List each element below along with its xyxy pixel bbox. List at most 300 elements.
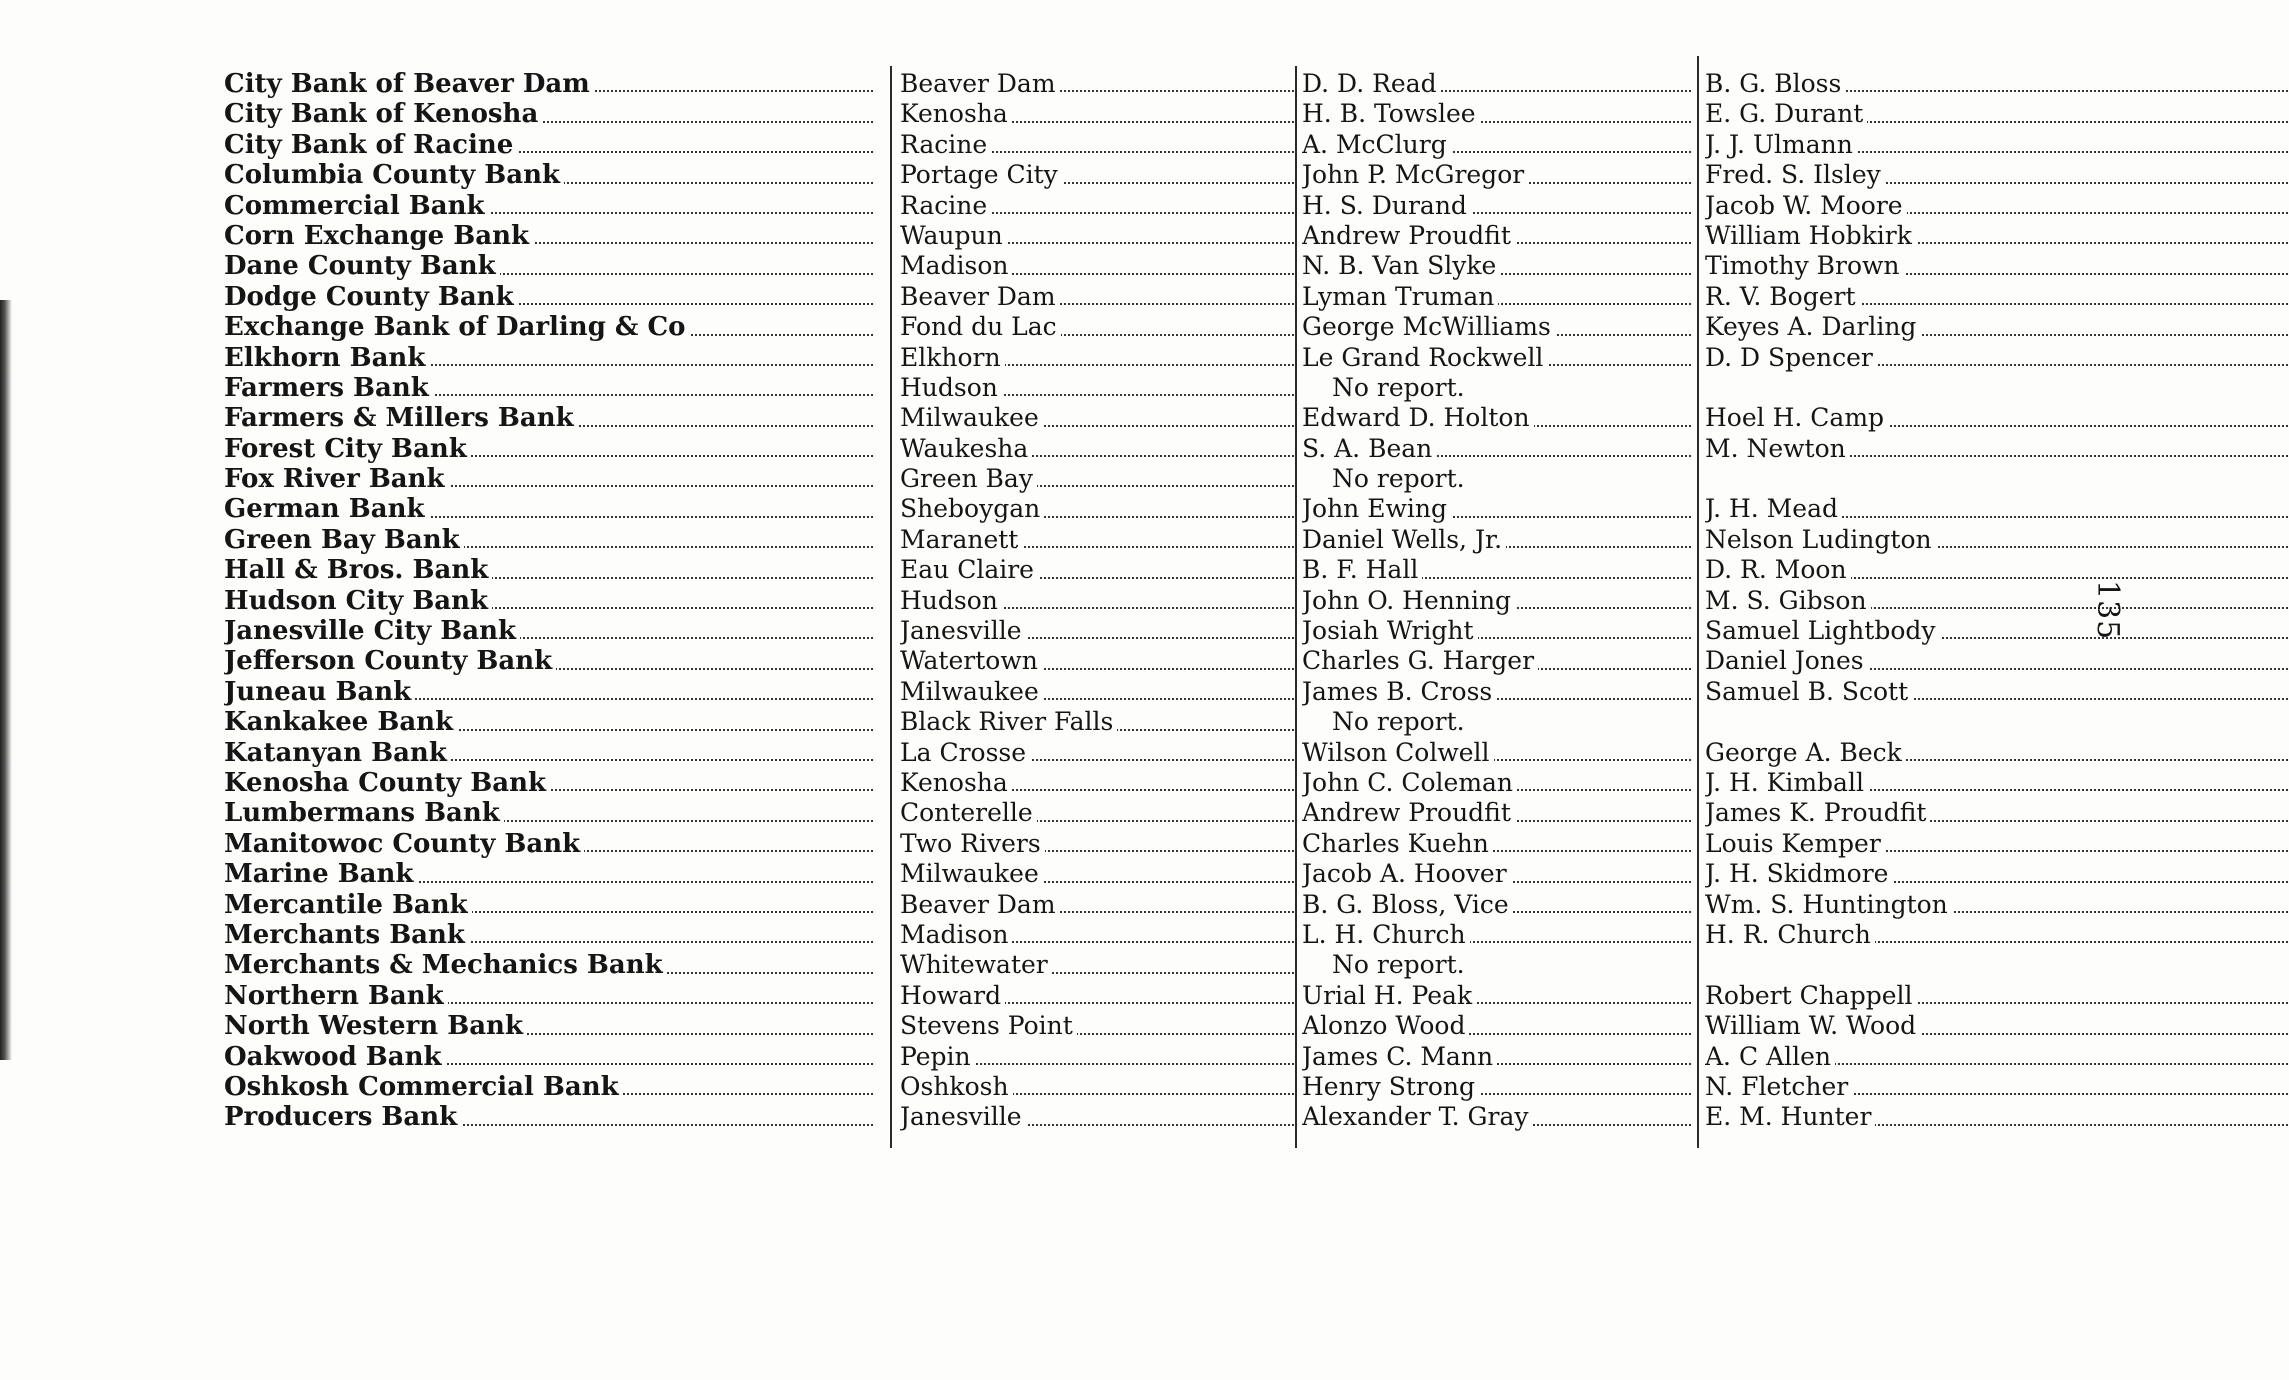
bank-name-cell [224, 220, 879, 250]
bank-name-cell [224, 463, 879, 493]
cashier-cell [1705, 1041, 2289, 1071]
bank-name-cell [224, 372, 879, 402]
cashier-cell [1705, 767, 2289, 797]
town-cell-text: Waupun [900, 221, 1007, 250]
town-cell [900, 68, 1300, 98]
table-row [220, 524, 2100, 554]
cashier-cell-text: D. R. Moon [1705, 555, 1851, 584]
cashier-cell [1705, 402, 2289, 432]
town-cell-text: Green Bay [900, 464, 1037, 493]
president-cell-text: Andrew Proudfit [1302, 221, 1515, 250]
president-cell [1302, 524, 1697, 554]
table-row [220, 98, 2100, 128]
cashier-cell-text: H. R. Church [1705, 920, 1875, 949]
bank-name-cell-text: Hall & Bros. Bank [224, 555, 492, 584]
president-cell [1302, 129, 1697, 159]
president-cell-text: No report. [1302, 373, 1469, 402]
cashier-cell [1705, 919, 2289, 949]
bank-name-cell [224, 402, 879, 432]
president-cell-text: No report. [1302, 707, 1469, 736]
table-row [220, 433, 2100, 463]
bank-name-cell-text: German Bank [224, 494, 429, 523]
bank-name-cell-text: Manitowoc County Bank [224, 829, 584, 858]
cashier-cell [1705, 645, 2289, 675]
cashier-cell-text: N. Fletcher [1705, 1072, 1852, 1101]
president-cell-text: Jacob A. Hoover [1302, 859, 1511, 888]
cashier-cell-text: William Hobkirk [1705, 221, 1916, 250]
bank-name-cell [224, 828, 879, 858]
bank-name-cell-text: City Bank of Racine [224, 130, 517, 159]
bank-name-cell [224, 645, 879, 675]
cashier-cell-text: Jacob W. Moore [1705, 191, 1907, 220]
cashier-cell [1705, 68, 2289, 98]
cashier-cell-text: Fred. S. Ilsley [1705, 160, 1885, 189]
president-cell-text: Charles G. Harger [1302, 646, 1538, 675]
cashier-cell [1705, 159, 2289, 189]
bank-name-cell-text: Commercial Bank [224, 191, 489, 220]
cashier-cell [1705, 797, 2289, 827]
president-cell-text: Josiah Wright [1302, 616, 1478, 645]
town-cell [900, 342, 1300, 372]
table-row [220, 129, 2100, 159]
cashier-cell [1705, 129, 2289, 159]
cashier-cell-text: M. S. Gibson [1705, 586, 1871, 615]
town-cell [900, 797, 1300, 827]
president-cell-text: Edward D. Holton [1302, 403, 1534, 432]
town-cell-text: Stevens Point [900, 1011, 1077, 1040]
town-cell [900, 250, 1300, 280]
table-row [220, 889, 2100, 919]
town-cell [900, 1071, 1300, 1101]
bank-name-cell-text: Oakwood Bank [224, 1042, 446, 1071]
bank-name-cell [224, 980, 879, 1010]
president-cell-text: John C. Coleman [1302, 768, 1517, 797]
cashier-cell-text: R. V. Bogert [1705, 282, 1860, 311]
president-cell [1302, 250, 1697, 280]
table-row [220, 250, 2100, 280]
town-cell [900, 493, 1300, 523]
president-cell [1302, 281, 1697, 311]
bank-name-cell-text: Merchants & Mechanics Bank [224, 950, 667, 979]
president-cell-text: Wilson Colwell [1302, 738, 1494, 767]
cashier-cell-text [1705, 707, 1709, 736]
president-cell-text: D. D. Read [1302, 69, 1441, 98]
town-cell-text: Whitewater [900, 950, 1052, 979]
cashier-cell [1705, 220, 2289, 250]
binding-edge-mark [0, 300, 12, 1060]
table-row [220, 949, 2100, 979]
cashier-cell [1705, 737, 2289, 767]
bank-directory-table [220, 68, 2100, 1132]
president-cell [1302, 767, 1697, 797]
town-cell [900, 889, 1300, 919]
bank-name-cell-text: Northern Bank [224, 981, 448, 1010]
town-cell [900, 281, 1300, 311]
cashier-cell-text: E. G. Durant [1705, 99, 1867, 128]
town-cell [900, 190, 1300, 220]
president-cell [1302, 342, 1697, 372]
cashier-cell-text: Timothy Brown [1705, 251, 1904, 280]
town-cell [900, 129, 1300, 159]
town-cell-text: Elkhorn [900, 343, 1005, 372]
bank-name-cell [224, 706, 879, 736]
town-cell [900, 402, 1300, 432]
cashier-cell [1705, 858, 2289, 888]
cashier-cell-text: Hoel H. Camp [1705, 403, 1888, 432]
president-cell-text: Andrew Proudfit [1302, 798, 1515, 827]
president-cell [1302, 949, 1697, 979]
table-row [220, 676, 2100, 706]
town-cell [900, 433, 1300, 463]
town-cell [900, 372, 1300, 402]
town-cell-text: Racine [900, 130, 991, 159]
bank-name-cell-text: Producers Bank [224, 1102, 461, 1131]
bank-name-cell [224, 554, 879, 584]
town-cell-text: Beaver Dam [900, 890, 1060, 919]
president-cell-text: Alexander T. Gray [1302, 1102, 1533, 1131]
town-cell [900, 828, 1300, 858]
town-cell-text: Kenosha [900, 99, 1012, 128]
cashier-cell-text: B. G. Bloss [1705, 69, 1845, 98]
bank-name-cell [224, 1071, 879, 1101]
town-cell-text: Watertown [900, 646, 1042, 675]
bank-name-cell [224, 585, 879, 615]
table-row [220, 797, 2100, 827]
president-cell-text: Henry Strong [1302, 1072, 1479, 1101]
president-cell-text: Daniel Wells, Jr. [1302, 525, 1506, 554]
town-cell-text: Beaver Dam [900, 282, 1060, 311]
table-row [220, 68, 2100, 98]
town-cell-text: Hudson [900, 373, 1002, 402]
cashier-cell [1705, 372, 2289, 402]
bank-name-cell-text: City Bank of Kenosha [224, 99, 542, 128]
cashier-cell [1705, 889, 2289, 919]
bank-name-cell [224, 98, 879, 128]
cashier-cell-text: E. M. Hunter [1705, 1102, 1875, 1131]
cashier-cell-text: Samuel Lightbody [1705, 616, 1940, 645]
town-cell [900, 980, 1300, 1010]
town-cell-text: Black River Falls [900, 707, 1117, 736]
table-row [220, 159, 2100, 189]
cashier-cell [1705, 524, 2289, 554]
town-cell [900, 1041, 1300, 1071]
president-cell [1302, 889, 1697, 919]
cashier-cell-text: J. J. Ulmann [1705, 130, 1857, 159]
bank-name-cell [224, 858, 879, 888]
president-cell-text: John Ewing [1302, 494, 1451, 523]
president-cell [1302, 493, 1697, 523]
bank-name-cell-text: Lumbermans Bank [224, 798, 504, 827]
bank-name-cell-text: Farmers & Millers Bank [224, 403, 578, 432]
cashier-cell-text: Louis Kemper [1705, 829, 1885, 858]
president-cell [1302, 98, 1697, 128]
cashier-cell [1705, 615, 2289, 645]
cashier-cell-text [1705, 373, 1709, 402]
bank-name-cell [224, 1010, 879, 1040]
bank-name-cell [224, 1101, 879, 1131]
town-cell [900, 706, 1300, 736]
bank-name-cell [224, 676, 879, 706]
table-row [220, 311, 2100, 341]
town-cell-text: Beaver Dam [900, 69, 1060, 98]
town-cell [900, 645, 1300, 675]
president-cell [1302, 311, 1697, 341]
bank-name-cell-text: Janesville City Bank [224, 616, 520, 645]
town-cell-text: Madison [900, 251, 1012, 280]
president-cell-text: N. B. Van Slyke [1302, 251, 1500, 280]
bank-name-cell-text: Oshkosh Commercial Bank [224, 1072, 623, 1101]
president-cell-text: John P. McGregor [1302, 160, 1528, 189]
town-cell [900, 524, 1300, 554]
president-cell [1302, 402, 1697, 432]
cashier-cell-text: A. C Allen [1705, 1042, 1835, 1071]
cashier-cell [1705, 281, 2289, 311]
town-cell [900, 858, 1300, 888]
town-cell [900, 554, 1300, 584]
cashier-cell-text: George A. Beck [1705, 738, 1906, 767]
table-row [220, 1041, 2100, 1071]
president-cell-text: George McWilliams [1302, 312, 1555, 341]
president-cell-text: B. F. Hall [1302, 555, 1422, 584]
bank-name-cell [224, 342, 879, 372]
table-row [220, 372, 2100, 402]
town-cell-text: Maranett [900, 525, 1022, 554]
table-row [220, 919, 2100, 949]
table-row [220, 190, 2100, 220]
president-cell [1302, 190, 1697, 220]
bank-name-cell-text: Fox River Bank [224, 464, 449, 493]
bank-name-cell-text: Kankakee Bank [224, 707, 457, 736]
cashier-cell [1705, 463, 2289, 493]
cashier-cell [1705, 1010, 2289, 1040]
bank-name-cell-text: Dodge County Bank [224, 282, 518, 311]
town-cell-text: Conterelle [900, 798, 1037, 827]
town-cell [900, 1101, 1300, 1131]
town-cell-text: Kenosha [900, 768, 1012, 797]
president-cell-text: S. A. Bean [1302, 434, 1436, 463]
town-cell [900, 919, 1300, 949]
president-cell-text: Le Grand Rockwell [1302, 343, 1547, 372]
bank-name-cell [224, 797, 879, 827]
president-cell [1302, 919, 1697, 949]
cashier-cell-text: D. D Spencer [1705, 343, 1877, 372]
cashier-cell [1705, 98, 2289, 128]
bank-name-cell-text: Exchange Bank of Darling & Co [224, 312, 690, 341]
bank-name-cell-text: Corn Exchange Bank [224, 221, 533, 250]
bank-name-cell-text: Kenosha County Bank [224, 768, 550, 797]
bank-name-cell-text: City Bank of Beaver Dam [224, 69, 594, 98]
cashier-cell [1705, 706, 2289, 736]
president-cell-text: Lyman Truman [1302, 282, 1498, 311]
town-cell-text: Sheboygan [900, 494, 1044, 523]
bank-name-cell [224, 615, 879, 645]
town-cell-text: Two Rivers [900, 829, 1045, 858]
table-row [220, 858, 2100, 888]
president-cell [1302, 1010, 1697, 1040]
president-cell-text: No report. [1302, 464, 1469, 493]
cashier-cell-text: James K. Proudfit [1705, 798, 1930, 827]
cashier-cell-text: J. H. Kimball [1705, 768, 1868, 797]
president-cell [1302, 676, 1697, 706]
town-cell [900, 737, 1300, 767]
president-cell [1302, 554, 1697, 584]
bank-name-cell [224, 767, 879, 797]
town-cell [900, 949, 1300, 979]
cashier-cell [1705, 676, 2289, 706]
town-cell-text: Pepin [900, 1042, 975, 1071]
town-cell-text: La Crosse [900, 738, 1030, 767]
town-cell-text: Waukesha [900, 434, 1032, 463]
president-cell-text: B. G. Bloss, Vice [1302, 890, 1513, 919]
president-cell [1302, 220, 1697, 250]
bank-name-cell-text: Forest City Bank [224, 434, 471, 463]
cashier-cell [1705, 585, 2289, 615]
president-cell-text: No report. [1302, 950, 1469, 979]
cashier-cell-text: M. Newton [1705, 434, 1850, 463]
president-cell-text: H. B. Towslee [1302, 99, 1480, 128]
town-cell-text: Howard [900, 981, 1005, 1010]
cashier-cell-text: Robert Chappell [1705, 981, 1917, 1010]
president-cell-text: James C. Mann [1302, 1042, 1497, 1071]
cashier-cell-text: William W. Wood [1705, 1011, 1920, 1040]
town-cell [900, 585, 1300, 615]
town-cell [900, 463, 1300, 493]
town-cell-text: Janesville [900, 616, 1026, 645]
bank-name-cell-text: Columbia County Bank [224, 160, 564, 189]
town-cell [900, 1010, 1300, 1040]
president-cell [1302, 706, 1697, 736]
town-cell-text: Milwaukee [900, 403, 1043, 432]
cashier-cell-text: J. H. Mead [1705, 494, 1842, 523]
cashier-cell [1705, 190, 2289, 220]
president-cell-text: A. McClurg [1302, 130, 1451, 159]
town-cell [900, 159, 1300, 189]
cashier-cell-text: Wm. S. Huntington [1705, 890, 1952, 919]
bank-name-cell [224, 129, 879, 159]
table-row [220, 1071, 2100, 1101]
town-cell [900, 676, 1300, 706]
table-row [220, 828, 2100, 858]
president-cell [1302, 372, 1697, 402]
bank-name-cell [224, 737, 879, 767]
bank-name-cell [224, 524, 879, 554]
table-row [220, 645, 2100, 675]
president-cell [1302, 645, 1697, 675]
cashier-cell-text [1705, 464, 1709, 493]
bank-name-cell-text: Green Bay Bank [224, 525, 464, 554]
table-row [220, 463, 2100, 493]
cashier-cell-text: Keyes A. Darling [1705, 312, 1920, 341]
bank-name-cell [224, 311, 879, 341]
table-row [220, 980, 2100, 1010]
town-cell-text: Janesville [900, 1102, 1026, 1131]
president-cell-text: Charles Kuehn [1302, 829, 1493, 858]
town-cell-text: Madison [900, 920, 1012, 949]
cashier-cell-text: Daniel Jones [1705, 646, 1868, 675]
cashier-cell [1705, 250, 2289, 280]
president-cell [1302, 1101, 1697, 1131]
bank-name-cell-text: Hudson City Bank [224, 586, 492, 615]
cashier-cell [1705, 433, 2289, 463]
town-cell [900, 220, 1300, 250]
president-cell-text: L. H. Church [1302, 920, 1470, 949]
bank-name-cell [224, 68, 879, 98]
table-row [220, 342, 2100, 372]
table-row [220, 554, 2100, 584]
table-row [220, 220, 2100, 250]
bank-name-cell [224, 493, 879, 523]
town-cell-text: Milwaukee [900, 677, 1043, 706]
bank-name-cell [224, 919, 879, 949]
town-cell-text: Eau Claire [900, 555, 1038, 584]
president-cell [1302, 980, 1697, 1010]
bank-name-cell [224, 250, 879, 280]
table-row [220, 585, 2100, 615]
bank-name-cell-text: Mercantile Bank [224, 890, 472, 919]
president-cell [1302, 737, 1697, 767]
table-row [220, 402, 2100, 432]
bank-name-cell [224, 949, 879, 979]
cashier-cell-text: Samuel B. Scott [1705, 677, 1912, 706]
president-cell-text: John O. Henning [1302, 586, 1515, 615]
town-cell [900, 615, 1300, 645]
bank-name-cell-text: Marine Bank [224, 859, 417, 888]
bank-name-cell-text: Juneau Bank [224, 677, 415, 706]
town-cell [900, 767, 1300, 797]
town-cell [900, 311, 1300, 341]
cashier-cell-text: Nelson Ludington [1705, 525, 1936, 554]
president-cell-text: James B. Cross [1302, 677, 1496, 706]
bank-name-cell [224, 889, 879, 919]
table-row [220, 737, 2100, 767]
president-cell-text: H. S. Durand [1302, 191, 1471, 220]
town-cell-text: Fond du Lac [900, 312, 1061, 341]
cashier-cell [1705, 949, 2289, 979]
table-row [220, 706, 2100, 736]
table-row [220, 615, 2100, 645]
cashier-cell [1705, 342, 2289, 372]
cashier-cell [1705, 554, 2289, 584]
bank-name-cell-text: Elkhorn Bank [224, 343, 429, 372]
president-cell [1302, 159, 1697, 189]
president-cell [1302, 463, 1697, 493]
town-cell [900, 98, 1300, 128]
president-cell [1302, 858, 1697, 888]
table-row [220, 493, 2100, 523]
cashier-cell [1705, 311, 2289, 341]
president-cell [1302, 828, 1697, 858]
president-cell [1302, 433, 1697, 463]
town-cell-text: Racine [900, 191, 991, 220]
page-number: 135 [2090, 580, 2125, 641]
cashier-cell [1705, 493, 2289, 523]
cashier-cell [1705, 980, 2289, 1010]
bank-name-cell [224, 281, 879, 311]
president-cell [1302, 1071, 1697, 1101]
bank-name-cell [224, 1041, 879, 1071]
president-cell-text: Alonzo Wood [1302, 1011, 1469, 1040]
cashier-cell [1705, 1101, 2289, 1131]
president-cell [1302, 68, 1697, 98]
bank-name-cell [224, 433, 879, 463]
president-cell [1302, 585, 1697, 615]
bank-name-cell [224, 159, 879, 189]
cashier-cell-text: J. H. Skidmore [1705, 859, 1892, 888]
table-row [220, 1010, 2100, 1040]
town-cell-text: Portage City [900, 160, 1062, 189]
bank-name-cell [224, 190, 879, 220]
town-cell-text: Hudson [900, 586, 1002, 615]
